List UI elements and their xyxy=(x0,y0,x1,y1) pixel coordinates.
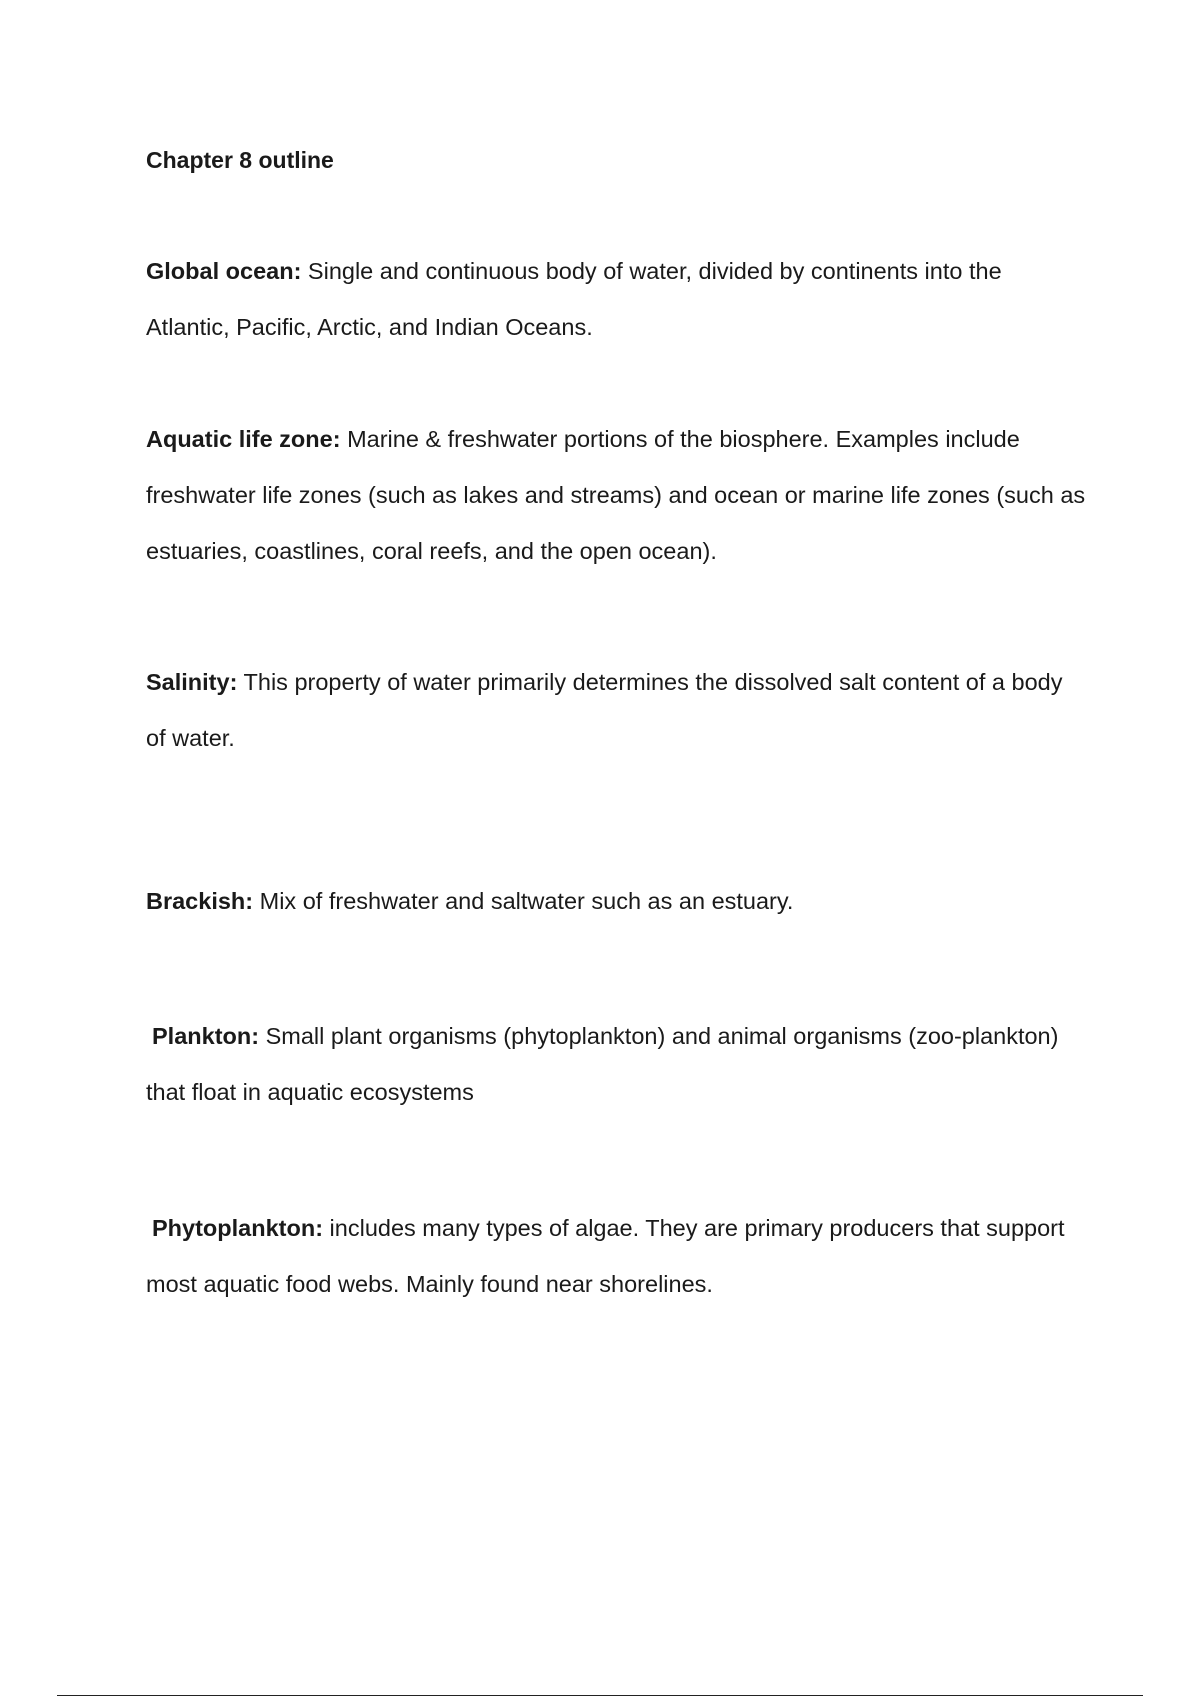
term-definition: Small plant organisms (phytoplankton) and animal organisms (zoo-plankton) that float in aquatic ecosystems xyxy=(146,1023,1059,1105)
term-label: Brackish: xyxy=(146,888,254,914)
term-definition: Single and continuous body of water, divided by continents into the Atlantic, Pacific, Arctic, and Indian Oceans. xyxy=(146,258,1002,340)
term-definition: Marine & freshwater portions of the biosphere. Examples include freshwater life zones (such as lakes and streams) and ocean or marine life zones (such as estuaries, coastlines, coral reefs, and the open ocean). xyxy=(146,426,1086,564)
term-label: Plankton: xyxy=(152,1023,260,1049)
outline-entry-salinity xyxy=(146,654,1086,766)
outline-entry-plankton xyxy=(146,1008,1086,1120)
outline-entry-brackish xyxy=(146,873,1086,929)
term-definition: includes many types of algae. They are primary producers that support most aquatic food webs. Mainly found near shorelines. xyxy=(146,1215,1065,1297)
outline-entry-aquatic-life-zone xyxy=(146,411,1086,579)
footer-divider xyxy=(57,1695,1143,1696)
term-label: Phytoplankton: xyxy=(152,1215,324,1241)
term-definition: This property of water primarily determines the dissolved salt content of a body of water. xyxy=(146,669,1063,751)
page-title: Chapter 8 outline xyxy=(146,147,334,173)
term-label: Global ocean: xyxy=(146,258,302,284)
term-label: Salinity: xyxy=(146,669,238,695)
outline-entry-phytoplankton xyxy=(146,1200,1086,1312)
outline-entry-global-ocean xyxy=(146,243,1086,355)
term-label: Aquatic life zone: xyxy=(146,426,341,452)
term-definition: Mix of freshwater and saltwater such as an estuary. xyxy=(253,888,794,914)
